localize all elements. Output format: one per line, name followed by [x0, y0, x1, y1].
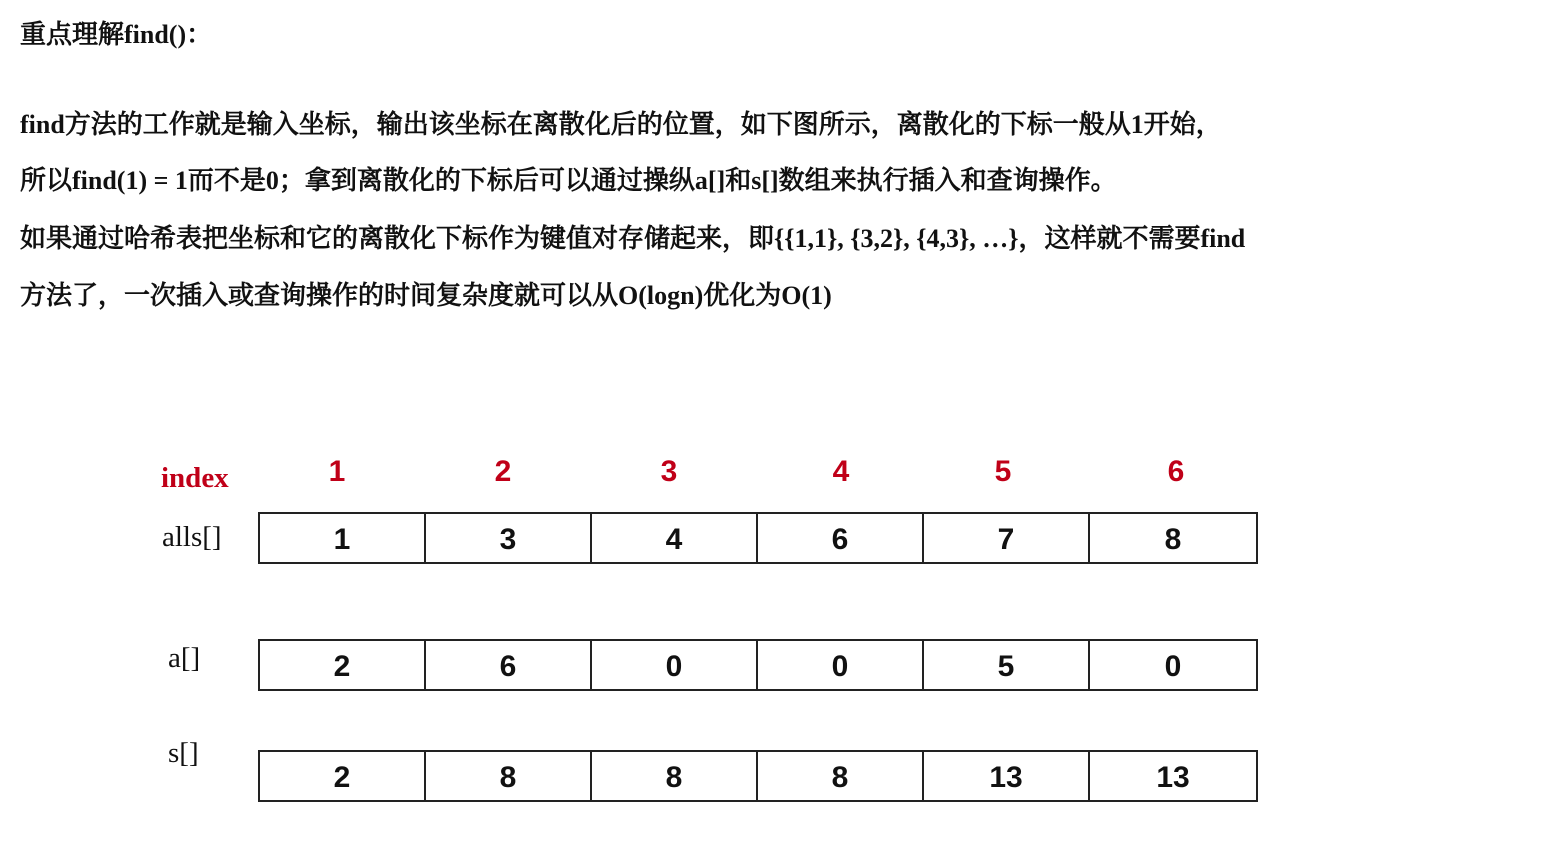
index-value: 2 [494, 455, 512, 488]
array-cell: 6 [758, 514, 924, 562]
alls-array-label: alls[] [162, 521, 222, 553]
array-cell: 8 [426, 752, 592, 800]
array-cell: 1 [260, 514, 426, 562]
array-cell: 0 [758, 641, 924, 689]
index-value: 5 [994, 455, 1012, 488]
paragraph-1: find方法的工作就是输入坐标，输出该坐标在离散化后的位置，如下图所示，离散化的下标一般从1开始， [20, 110, 1222, 139]
array-cell: 2 [260, 752, 426, 800]
section-heading: 重点理解find()： [20, 20, 213, 49]
paragraph-3: 如果通过哈希表把坐标和它的离散化下标作为键值对存储起来，即{{1,1}, {3,2}, {4,3}, …}，这样就不需要find [20, 224, 1246, 253]
index-value: 4 [832, 455, 850, 488]
array-cell: 0 [1164, 650, 1182, 683]
array-cell: 4 [592, 514, 758, 562]
array-cell: 6 [426, 641, 592, 689]
array-cell: 8 [592, 752, 758, 800]
paragraph-2: 所以find(1) = 1而不是0；拿到离散化的下标后可以通过操纵a[]和s[]数组来执行插入和查询操作。 [20, 166, 1117, 195]
s-array-label: s[] [168, 737, 199, 769]
alls-array [258, 512, 1258, 564]
array-cell: 8 [758, 752, 924, 800]
index-label: index [161, 462, 229, 494]
s-array [258, 750, 1258, 802]
array-cell: 2 [260, 641, 426, 689]
array-cell: 0 [592, 641, 758, 689]
array-cell: 7 [924, 514, 1090, 562]
index-value: 1 [328, 455, 346, 488]
a-array-label: a[] [168, 642, 201, 674]
index-value: 6 [1167, 455, 1185, 488]
a-array [258, 639, 1258, 691]
index-value: 3 [660, 455, 678, 488]
array-cell: 13 [924, 752, 1090, 800]
paragraph-4: 方法了，一次插入或查询操作的时间复杂度就可以从O(logn)优化为O(1) [20, 281, 832, 310]
array-cell: 13 [1156, 761, 1190, 794]
array-cell: 8 [1164, 523, 1182, 556]
array-cell: 5 [924, 641, 1090, 689]
array-cell: 3 [426, 514, 592, 562]
